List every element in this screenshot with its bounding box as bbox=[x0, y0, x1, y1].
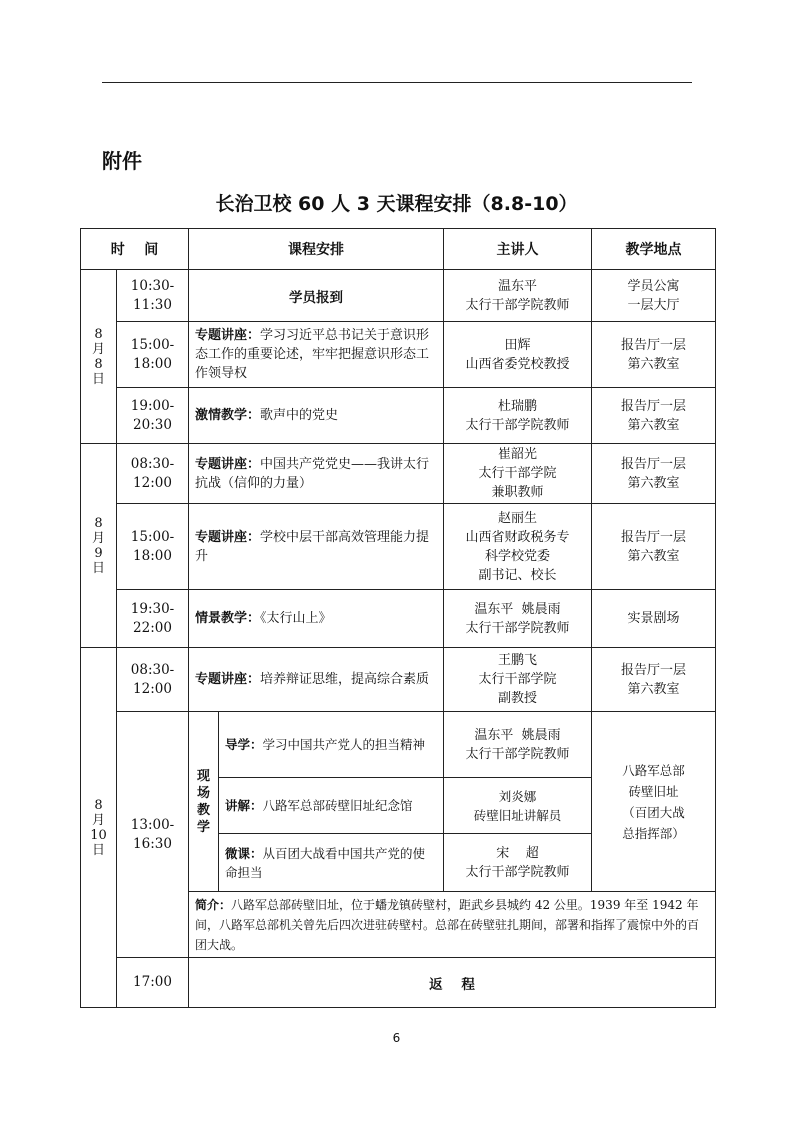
header-location: 教学地点 bbox=[592, 229, 716, 270]
time-cell: 15:00- 18:00 bbox=[117, 322, 189, 388]
course-cell: 激情教学：歌声中的党史 bbox=[189, 388, 444, 444]
speaker-cell: 杜瑞鹏 太行干部学院教师 bbox=[444, 388, 592, 444]
time-cell: 08:30- 12:00 bbox=[117, 444, 189, 504]
course-cell: 返 程 bbox=[189, 958, 716, 1008]
course-cell: 情景教学：《太行山上》 bbox=[189, 590, 444, 648]
header-rule bbox=[102, 82, 692, 83]
location-cell: 实景剧场 bbox=[592, 590, 716, 648]
speaker-cell: 赵丽生 山西省财政税务专 科学校党委 副书记、校长 bbox=[444, 504, 592, 590]
location-cell: 报告厅一层 第六教室 bbox=[592, 388, 716, 444]
attachment-label: 附件 bbox=[102, 149, 142, 173]
location-cell: 报告厅一层 第六教室 bbox=[592, 322, 716, 388]
table-row bbox=[81, 958, 716, 1008]
location-cell: 报告厅一层 第六教室 bbox=[592, 444, 716, 504]
course-cell: 导学：学习中国共产党人的担当精神 bbox=[219, 712, 444, 778]
course-cell: 专题讲座：学习习近平总书记关于意识形态工作的重要论述，牢牢把握意识形态工作领导权 bbox=[189, 322, 444, 388]
speaker-cell: 王鹏飞 太行干部学院 副教授 bbox=[444, 648, 592, 712]
table-row bbox=[81, 504, 716, 590]
table-row bbox=[81, 590, 716, 648]
course-cell: 微课：从百团大战看中国共产党的使命担当 bbox=[219, 834, 444, 892]
page-number: 6 bbox=[392, 1031, 401, 1045]
time-cell: 13:00- 16:30 bbox=[117, 712, 189, 958]
location-cell: 报告厅一层 第六教室 bbox=[592, 504, 716, 590]
header-course: 课程安排 bbox=[189, 229, 444, 270]
speaker-cell: 温东平 太行干部学院教师 bbox=[444, 270, 592, 322]
time-cell: 15:00- 18:00 bbox=[117, 504, 189, 590]
time-cell: 10:30- 11:30 bbox=[117, 270, 189, 322]
table-row bbox=[81, 444, 716, 504]
table-row bbox=[81, 712, 716, 778]
header-time: 时 间 bbox=[81, 229, 189, 270]
schedule-table bbox=[80, 228, 716, 1008]
table-row bbox=[81, 648, 716, 712]
time-cell: 19:00- 20:30 bbox=[117, 388, 189, 444]
intro-cell: 简介：八路军总部砖壁旧址，位于蟠龙镇砖壁村，距武乡县城约 42 公里。1939 年至 1942 年间，八路军总部机关曾先后四次进驻砖壁村。总部在砖壁驻扎期间，部署和指挥了震惊中外的百团大战。 bbox=[189, 892, 716, 958]
speaker-cell: 温东平 姚晨雨 太行干部学院教师 bbox=[444, 590, 592, 648]
time-cell: 19:30- 22:00 bbox=[117, 590, 189, 648]
location-cell: 学员公寓 一层大厅 bbox=[592, 270, 716, 322]
field-teaching-label: 现 场 教 学 bbox=[189, 712, 219, 892]
speaker-cell: 刘炎娜 砖壁旧址讲解员 bbox=[444, 778, 592, 834]
course-cell: 讲解：八路军总部砖壁旧址纪念馆 bbox=[219, 778, 444, 834]
location-cell: 八路军总部 砖壁旧址 （百团大战 总指挥部） bbox=[592, 712, 716, 892]
course-cell: 学员报到 bbox=[189, 270, 444, 322]
speaker-cell: 田辉 山西省委党校教授 bbox=[444, 322, 592, 388]
location-cell: 报告厅一层 第六教室 bbox=[592, 648, 716, 712]
date-cell: 8 月 10 日 bbox=[81, 648, 117, 1008]
course-cell: 专题讲座：中国共产党党史——我讲太行抗战（信仰的力量） bbox=[189, 444, 444, 504]
speaker-cell: 温东平 姚晨雨 太行干部学院教师 bbox=[444, 712, 592, 778]
course-cell: 专题讲座：学校中层干部高效管理能力提升 bbox=[189, 504, 444, 590]
table-row bbox=[81, 322, 716, 388]
table-row bbox=[81, 388, 716, 444]
table-row bbox=[81, 270, 716, 322]
time-cell: 08:30- 12:00 bbox=[117, 648, 189, 712]
header-speaker: 主讲人 bbox=[444, 229, 592, 270]
date-cell: 8 月 9 日 bbox=[81, 444, 117, 648]
document-title: 长治卫校 60 人 3 天课程安排（8.8-10） bbox=[215, 193, 578, 215]
date-cell: 8 月 8 日 bbox=[81, 270, 117, 444]
table-header-row bbox=[81, 229, 716, 270]
speaker-cell: 宋 超 太行干部学院教师 bbox=[444, 834, 592, 892]
speaker-cell: 崔韶光 太行干部学院 兼职教师 bbox=[444, 444, 592, 504]
time-cell: 17:00 bbox=[117, 958, 189, 1008]
course-cell: 专题讲座：培养辩证思维，提高综合素质 bbox=[189, 648, 444, 712]
